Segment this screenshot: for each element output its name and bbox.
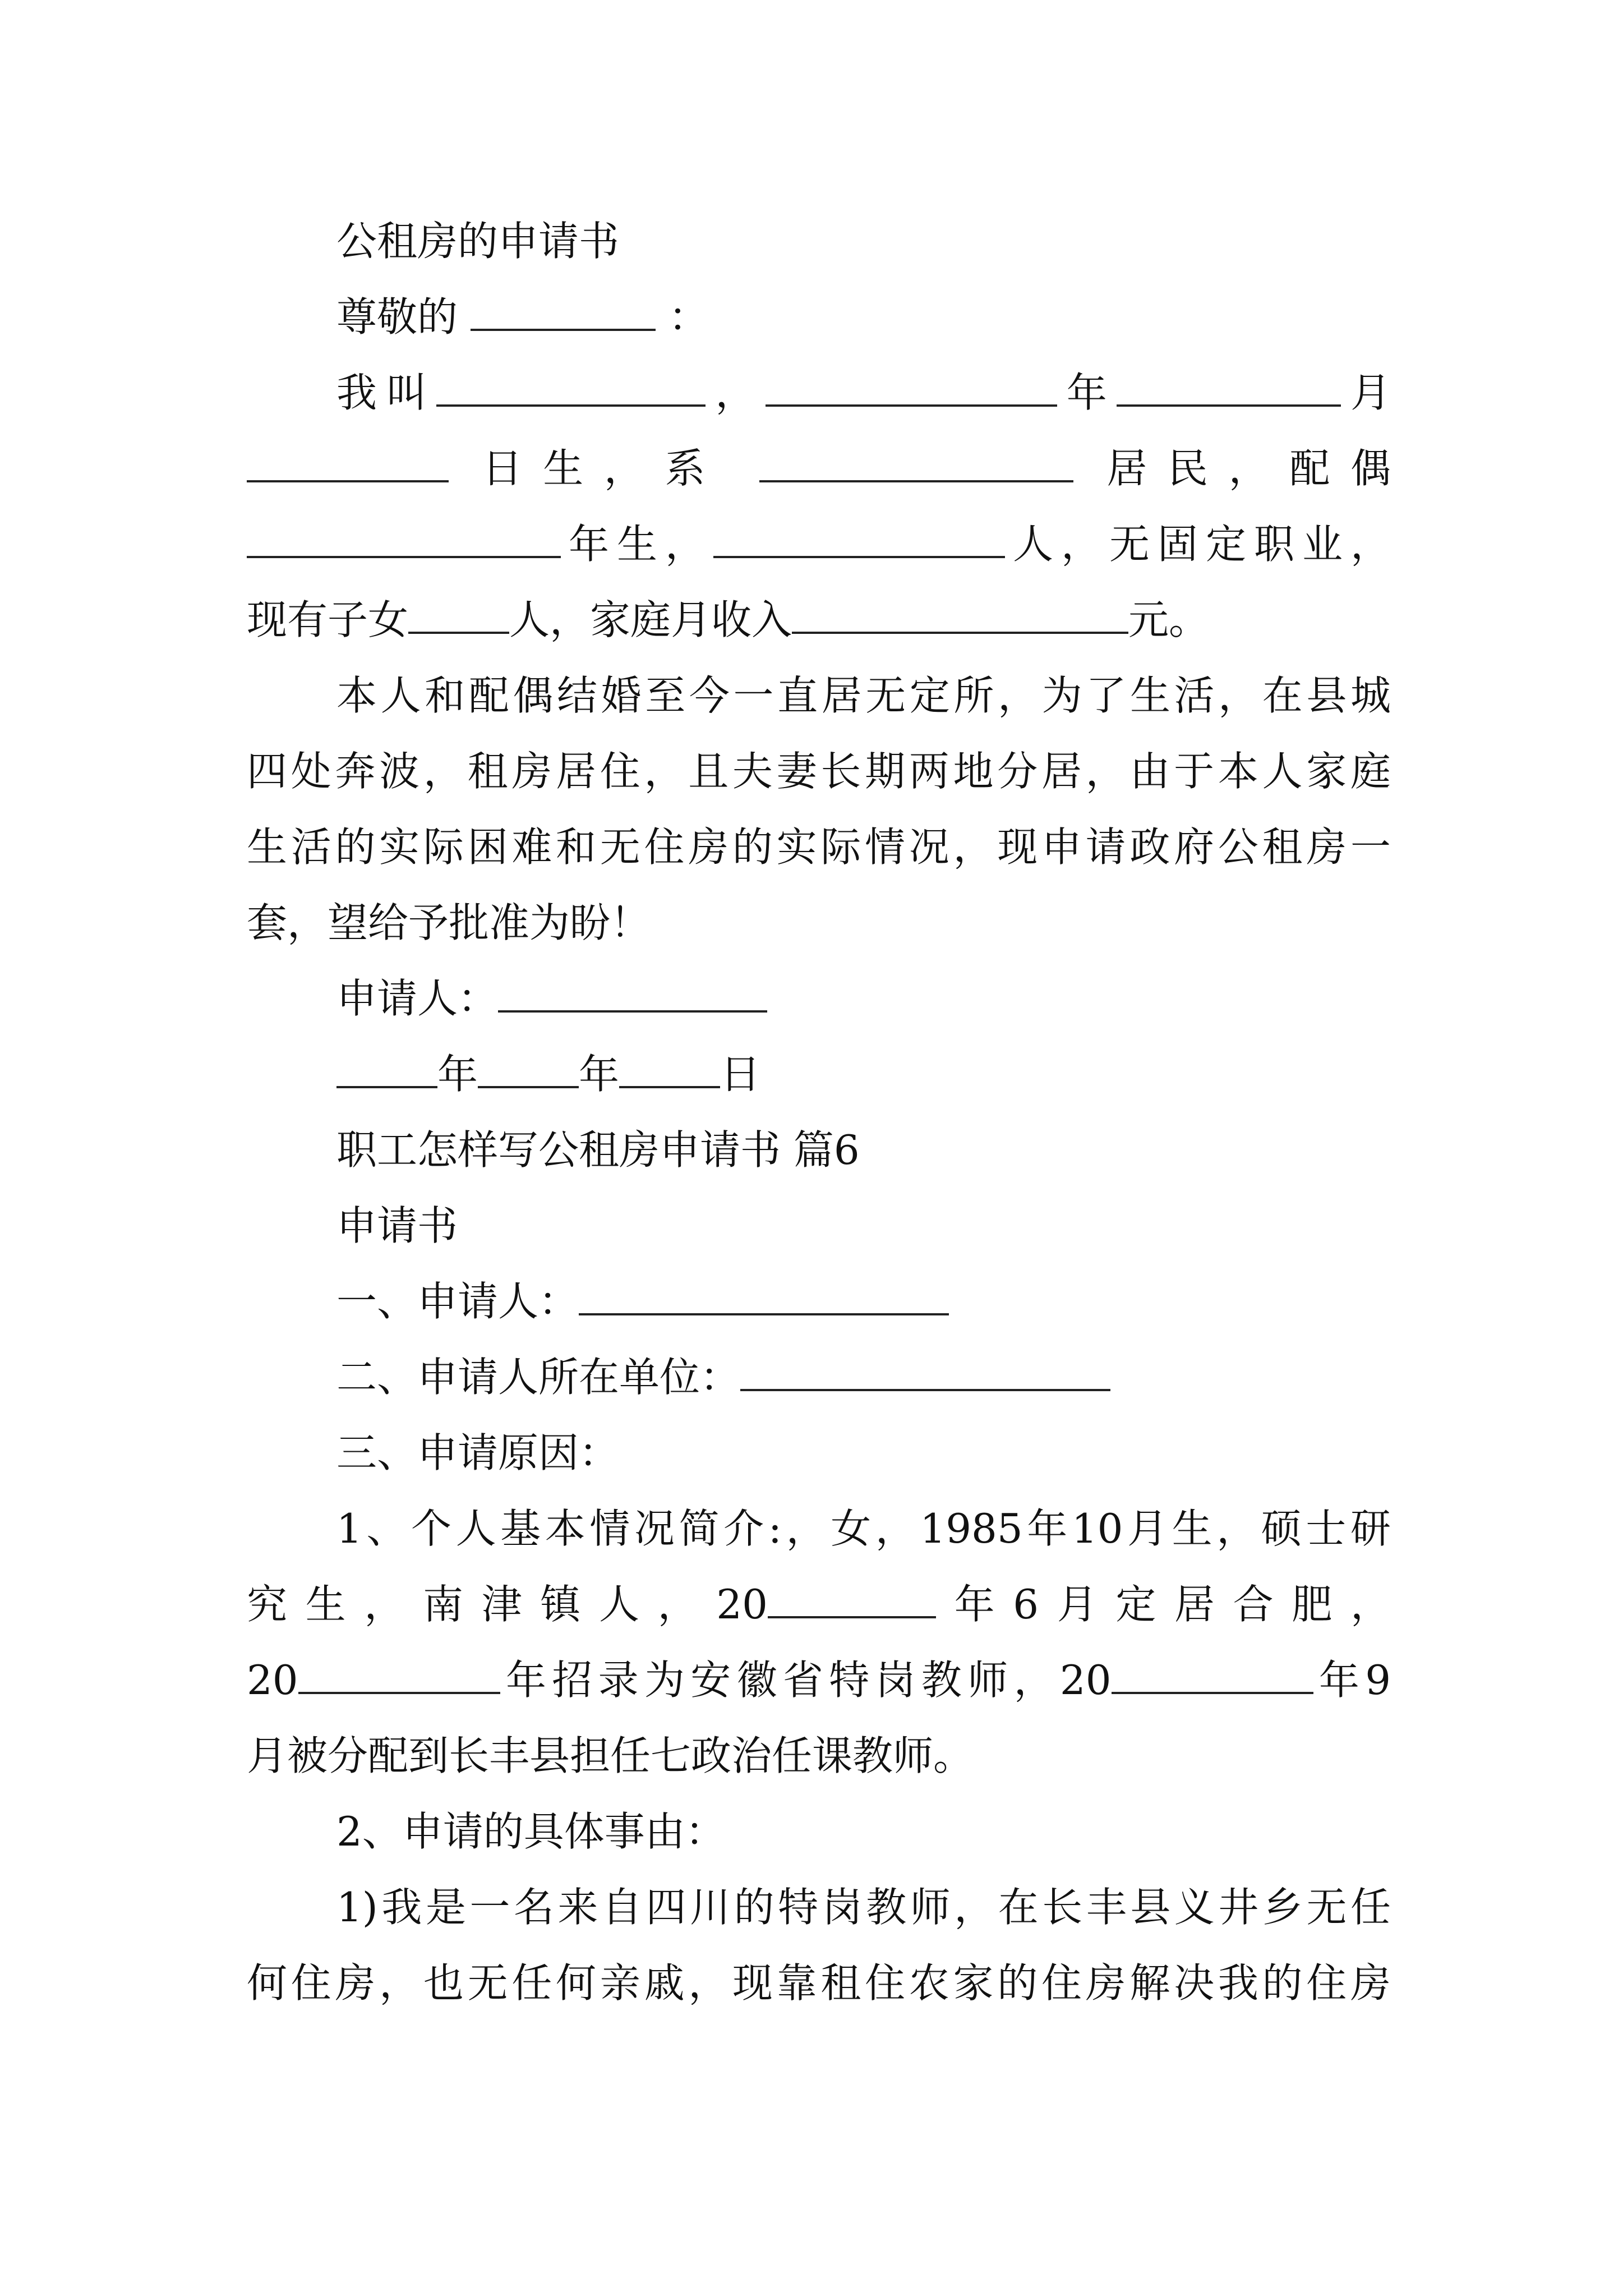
text-fragment: 元。 xyxy=(1128,596,1210,643)
text-fragment: 现有子女 xyxy=(247,596,409,643)
text-fragment: 年9 xyxy=(1313,1657,1391,1704)
spouse-origin-blank[interactable] xyxy=(713,521,1005,558)
birth-month-blank[interactable] xyxy=(1117,370,1341,407)
name-blank[interactable] xyxy=(436,370,706,407)
item-label: 一、申请人： xyxy=(336,1278,579,1325)
text-fragment: 年招录为安徽省特岗教师，20 xyxy=(500,1657,1112,1704)
section-title: 职工怎样写公租房申请书 篇6 xyxy=(336,1126,860,1174)
item-applicant xyxy=(336,1273,1391,1329)
text-fragment: ， xyxy=(706,369,766,416)
reason-line: 1)我是一名来自四川的特岗教师，在长丰县义井乡无任 xyxy=(336,1884,1391,1931)
birth-day-blank[interactable] xyxy=(247,445,449,482)
date-line xyxy=(336,1046,1391,1102)
text-fragment: 人，家庭月收入 xyxy=(509,596,792,643)
salutation-suffix: ： xyxy=(668,293,709,341)
application-title: 申请书 xyxy=(336,1202,458,1249)
reason-line: 何住房，也无任何亲戚，现靠租住农家的住房解决我的住房 xyxy=(247,1959,1391,2007)
item-employer-blank[interactable] xyxy=(740,1354,1110,1391)
recipient-blank[interactable] xyxy=(471,294,656,331)
text-fragment: 居民，配偶 xyxy=(1106,445,1391,492)
basic-line-1: 1、个人基本情况简介:，女，1985年10月生，硕士研 xyxy=(336,1505,1391,1552)
children-blank[interactable] xyxy=(408,597,509,634)
settle-year-blank[interactable] xyxy=(768,1581,936,1618)
assign-year-blank[interactable] xyxy=(1112,1657,1313,1694)
reason-heading: 2、申请的具体事由： xyxy=(336,1808,726,1855)
day-blank[interactable] xyxy=(619,1051,720,1088)
item-applicant-blank[interactable] xyxy=(579,1278,949,1315)
residence-blank[interactable] xyxy=(759,445,1073,482)
salutation-prefix: 尊敬的 xyxy=(336,293,458,341)
text-fragment: 月 xyxy=(1340,369,1391,416)
text-fragment: 人，无固定职业， xyxy=(1005,521,1391,568)
text-fragment: 日 xyxy=(720,1051,761,1098)
recruit-year-blank[interactable] xyxy=(298,1657,500,1694)
text-fragment: 究生，南津镇人，20 xyxy=(247,1581,768,1628)
text-fragment: 年生， xyxy=(561,521,713,568)
applicant-label: 申请人： xyxy=(336,975,499,1022)
body-line: 本人和配偶结婚至今一直居无定所，为了生活，在县城 xyxy=(336,672,1391,719)
text-fragment: 年 xyxy=(579,1051,620,1098)
intro-line-1 xyxy=(336,365,1391,421)
income-blank[interactable] xyxy=(792,597,1128,634)
applicant-blank[interactable] xyxy=(498,976,767,1013)
text-fragment: 年 xyxy=(1057,369,1117,416)
body-line: 四处奔波，租房居住，且夫妻长期两地分居，由于本人家庭 xyxy=(247,748,1391,795)
item-employer xyxy=(336,1349,1391,1405)
spouse-birth-blank[interactable] xyxy=(247,521,561,558)
text-fragment: 20 xyxy=(247,1657,298,1704)
text-fragment: 年6月定居合肥， xyxy=(935,1581,1391,1628)
intro-line-4 xyxy=(247,592,1391,648)
year-blank[interactable] xyxy=(336,1051,437,1088)
intro-line-3 xyxy=(247,516,1391,572)
item-label: 二、申请人所在单位： xyxy=(336,1354,741,1401)
basic-line-4: 月被分配到长丰县担任七政治任课教师。 xyxy=(247,1732,974,1779)
basic-line-3 xyxy=(247,1652,1391,1708)
month-blank[interactable] xyxy=(478,1051,579,1088)
text-fragment: 日生，系 xyxy=(482,445,726,492)
body-line: 套，望给予批准为盼！ xyxy=(247,899,651,946)
text-fragment: 我叫 xyxy=(336,369,437,416)
applicant-line xyxy=(336,970,1391,1027)
item-reason: 三、申请原因： xyxy=(336,1429,620,1476)
intro-line-2 xyxy=(247,440,1391,496)
body-line: 生活的实际困难和无住房的实际情况，现申请政府公租房一 xyxy=(247,823,1391,871)
text-fragment: 年 xyxy=(437,1051,478,1098)
document-title: 公租房的申请书 xyxy=(336,218,620,265)
salutation-line xyxy=(336,289,1391,345)
basic-line-2 xyxy=(247,1576,1391,1632)
birth-year-blank[interactable] xyxy=(766,370,1057,407)
